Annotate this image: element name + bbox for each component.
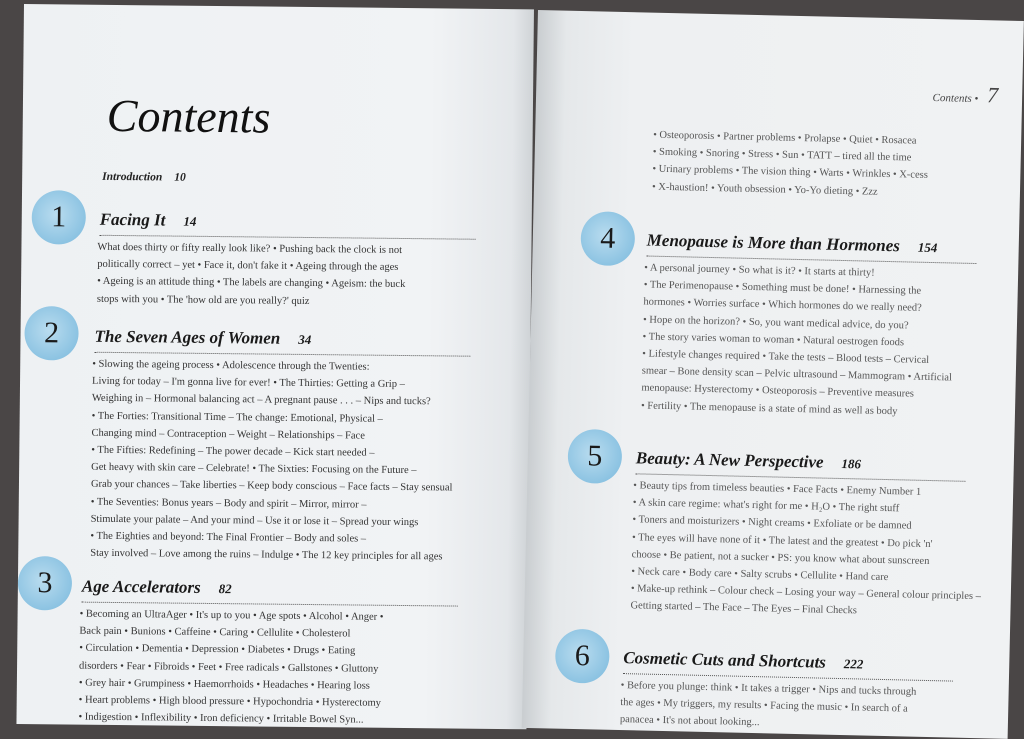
- topic-line: • X-haustion! • Youth obsession • Yo-Yo dieting • Zzz: [651, 181, 878, 198]
- running-header-label: Contents: [932, 91, 972, 105]
- topic-line: • Make-up rethink – Colour check – Losing your way – General colour principles –: [630, 583, 982, 603]
- chapter-3-number-circle: 3: [18, 556, 73, 611]
- topic-line: Changing mind – Contraception – Weight – Relationships – Face: [91, 427, 365, 442]
- chapter-3-continued-topics: [652, 127, 1003, 204]
- topic-line: menopause: Hysterectomy • Osteoporosis – Preventive measures: [641, 382, 915, 401]
- right-page: [522, 10, 1024, 739]
- topic-line: • Neck care • Body care • Salty scrubs • Cellulite • Hand care: [631, 566, 889, 584]
- chapter-1-title: Facing It: [99, 209, 166, 230]
- chapter-3-page: 82: [218, 581, 232, 597]
- bullet-icon: •: [974, 92, 979, 106]
- chapter-3-heading: [82, 577, 232, 599]
- contents-title: Contents: [106, 89, 271, 143]
- topic-line: • Urinary problems • The vision thing • Warts • Wrinkles • X-cess: [652, 164, 928, 182]
- topic-line: • The Perimenopause • Something must be done! • Harnessing the: [643, 279, 922, 297]
- chapter-1-number-circle: 1: [31, 190, 86, 245]
- topic-line: • The Fifties: Redefining – The power decade – Kick start needed –: [91, 444, 375, 459]
- topic-line: stops with you • The 'how old are you really?' quiz: [96, 293, 310, 307]
- running-header: [932, 81, 998, 108]
- topic-line: • A skin care regime: what's right for me • H₂O • The right stuff: [632, 497, 900, 515]
- topic-line: the ages • My triggers, my results • Facing the music • In search of a: [620, 697, 908, 715]
- chapter-6-number-circle: 6: [555, 629, 610, 684]
- topic-line: • Fertility • The menopause is a state of mind as well as body: [640, 400, 898, 417]
- topic-line: • The Eighties and beyond: The Final Frontier – Body and soles –: [90, 530, 367, 545]
- topic-line: • Circulation • Dementia • Depression • Diabetes • Drugs • Eating: [79, 643, 356, 657]
- topic-line: panacea • It's not about looking...: [619, 714, 760, 729]
- topic-line: • The eyes will have none of it • The latest and the greatest • Do pick 'n': [631, 531, 933, 550]
- topic-line: • Osteoporosis • Partner problems • Prolapse • Quiet • Rosacea: [653, 129, 917, 147]
- topic-line: hormones • Worries surface • Which hormones do we really need?: [643, 296, 922, 315]
- chapter-2-number-circle: 2: [24, 306, 79, 361]
- topic-line: • Hope on the horizon? • So, you want medical advice, do you?: [642, 314, 909, 332]
- introduction-entry: [102, 171, 186, 184]
- topic-line: disorders • Fear • Fibroids • Feet • Free radicals • Gallstones • Gluttony: [79, 660, 379, 675]
- chapter-5-title: Beauty: A New Perspective: [635, 448, 824, 472]
- topic-line: • Before you plunge: think • It takes a trigger • Nips and tucks through: [620, 680, 917, 698]
- chapter-4-heading: [647, 231, 938, 258]
- chapter-3-topics: [78, 606, 479, 730]
- topic-line: Stimulate your palate – And your mind – Use it or lose it – Spread your wings: [90, 513, 419, 528]
- chapter-2-page: 34: [298, 331, 312, 348]
- topic-line: What does thirty or fifty really look like? • Pushing back the clock is not: [97, 241, 403, 256]
- topic-line: Weighing in – Hormonal balancing act – A pregnant pause . . . – Nips and tucks?: [91, 393, 431, 408]
- topic-line: • Slowing the ageing process • Adolescence through the Twenties:: [92, 358, 370, 373]
- page-number: 7: [986, 82, 999, 108]
- topic-line: • The story varies woman to woman • Natural oestrogen foods: [642, 331, 905, 349]
- topic-line: • Heart problems • High blood pressure • Hypochondria • Hysterectomy: [78, 694, 381, 709]
- topic-line: • Becoming an UltraAger • It's up to you • Age spots • Alcohol • Anger •: [79, 608, 384, 623]
- chapter-2-topics: [90, 356, 492, 567]
- chapter-1-heading: [100, 210, 197, 231]
- chapter-2-heading: [94, 327, 311, 349]
- chapter-6-title: Cosmetic Cuts and Shortcuts: [623, 648, 827, 672]
- topic-line: Living for today – I'm gonna live for ever! • The Thirties: Getting a Grip –: [91, 375, 405, 391]
- topic-line: smear – Bone density scan – Pelvic ultrasound – Mammogram • Artificial: [641, 365, 953, 384]
- chapter-3-title: Age Accelerators: [81, 576, 201, 597]
- chapter-6-heading: [623, 648, 864, 673]
- chapter-5-page: 186: [841, 456, 862, 472]
- topic-line: choose • Be patient, not a sucker • PS: you know what about sunscreen: [631, 549, 930, 567]
- topic-line: • Indigestion • Inflexibility • Iron deficiency • Irritable Bowel Syn...: [78, 711, 364, 726]
- chapter-6-topics: [620, 677, 991, 737]
- topic-line: Stay involved – Love among the ruins – Indulge • The 12 key principles for all ages: [90, 547, 443, 563]
- topic-line: • The Forties: Transitional Time – The change: Emotional, Physical –: [91, 410, 383, 425]
- chapter-4-page: 154: [917, 239, 938, 256]
- topic-line: • Ageing is an attitude thing • The labels are changing • Ageism: the buck: [97, 276, 406, 291]
- topic-line: • Smoking • Snoring • Stress • Sun • TATT – tired all the time: [652, 146, 912, 164]
- topic-line: • Beauty tips from timeless beauties • Face Facts • Enemy Number 1: [633, 480, 922, 498]
- chapter-4-topics: [641, 259, 1004, 422]
- topic-line: • Lifestyle changes required • Take the tests – Blood tests – Cervical: [642, 348, 930, 366]
- topic-line: Grab your chances – Take liberties – Keep body conscious – Face facts – Stay sensual: [90, 479, 453, 494]
- topic-line: Back pain • Bunions • Caffeine • Caring • Cellulite • Cholesterol: [79, 625, 351, 640]
- topic-line: • Toners and moisturizers • Night creams • Exfoliate or be damned: [632, 514, 912, 533]
- chapter-6-page: 222: [843, 656, 864, 672]
- chapter-5-number-circle: 5: [567, 429, 622, 484]
- chapter-4-title: Menopause is More than Hormones: [646, 230, 901, 256]
- chapter-5-topics: [630, 477, 1003, 623]
- introduction-page: 10: [174, 171, 186, 184]
- left-page: [16, 4, 534, 729]
- chapter-1-topics: [97, 239, 488, 312]
- topic-line: politically correct – yet • Face it, don't fake it • Ageing through the ages: [97, 258, 399, 274]
- introduction-label: Introduction: [102, 170, 163, 184]
- topic-line: • Grey hair • Grumpiness • Haemorrhoids • Headaches • Hearing loss: [78, 677, 370, 692]
- chapter-4-number-circle: 4: [580, 211, 635, 266]
- topic-line: • A personal journey • So what is it? • It starts at thirty!: [644, 262, 875, 279]
- chapter-1-page: 14: [183, 213, 197, 229]
- topic-line: Get heavy with skin care – Celebrate! • The Sixties: Focusing on the Future –: [91, 461, 417, 477]
- chapter-2-title: The Seven Ages of Women: [94, 326, 281, 348]
- chapter-5-heading: [636, 448, 862, 473]
- topic-line: • The Seventies: Bonus years – Body and spirit – Mirror, mirror –: [90, 496, 367, 511]
- topic-line: Getting started – The Face – The Eyes – Final Checks: [630, 600, 858, 617]
